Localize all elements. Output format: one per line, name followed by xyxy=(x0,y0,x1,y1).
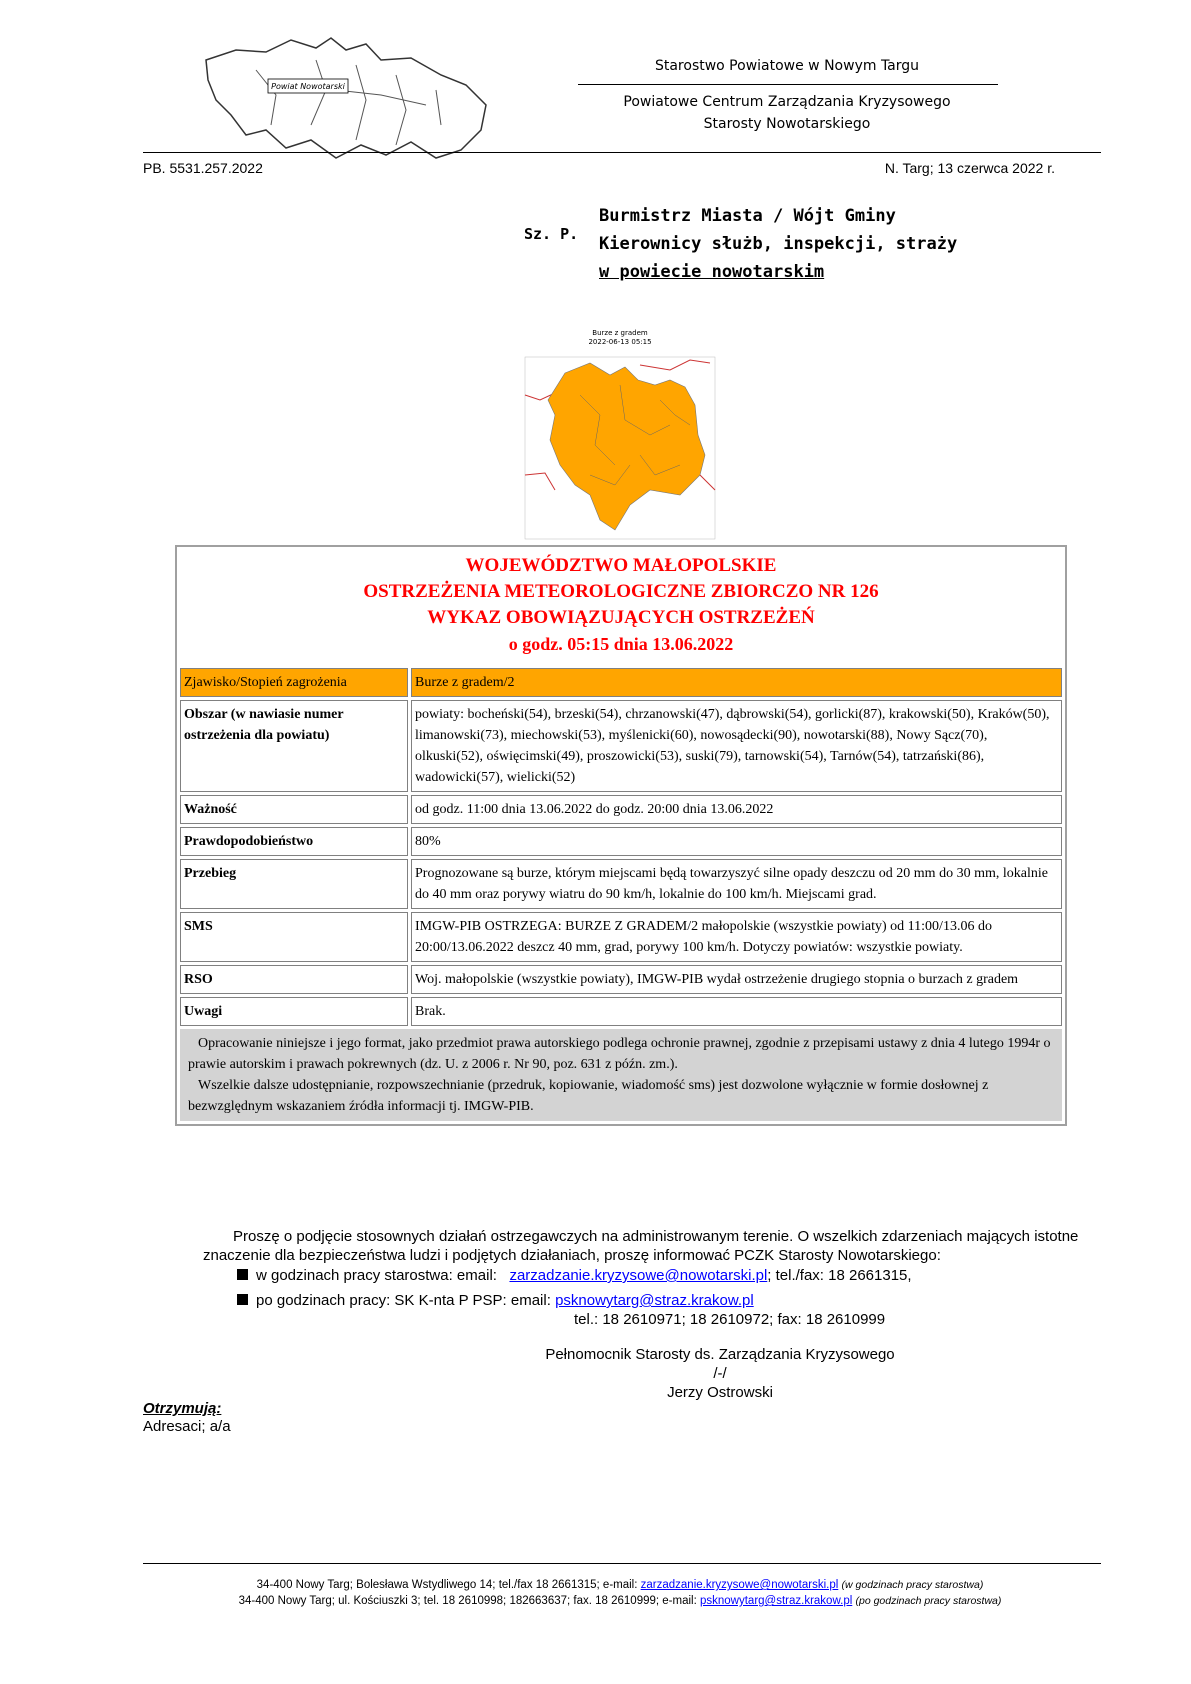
row-value: od godz. 11:00 dnia 13.06.2022 do godz. 20:00 dnia 13.06.2022 xyxy=(411,795,1062,824)
bullet2-prefix: po godzinach pracy: SK K-nta P PSP: email: xyxy=(256,1292,551,1309)
table-row xyxy=(180,795,1062,824)
signature-mark: /-/ xyxy=(713,1365,727,1382)
footer-divider xyxy=(143,1563,1101,1564)
addressee-line1: Burmistrz Miasta / Wójt Gminy xyxy=(599,206,896,226)
document-reference: PB. 5531.257.2022 xyxy=(143,160,263,176)
instruction-text: Proszę o podjęcie stosownych działań ostrzegawczych na administrowanym terenie. O wszelkich zdarzeniach mających istotne znaczenie dla bezpieczeństwa ludzi i podjętych działaniach, proszę informować PCZK Starosty Nowotarskiego: xyxy=(203,1228,1079,1264)
row-value: Brak. xyxy=(411,997,1062,1026)
footer1-text: 34-400 Nowy Targ; Bolesława Wstydliwego 14; tel./fax 18 2661315; e-mail: xyxy=(256,1579,638,1591)
afterhours-phones: tel.: 18 2610971; 18 2610972; fax: 18 2610999 xyxy=(574,1311,886,1328)
contact-bullet-office xyxy=(237,1267,912,1284)
org-unit-line2: Starosty Nowotarskiego xyxy=(703,116,871,132)
row-value: Prognozowane są burze, którym miejscami będą towarzyszyć silne opady deszczu od 20 mm do 30 mm, lokalnie do 40 mm oraz porywy wiatru do 90 km/h, lokalnie do 100 km/h. Miejscami grad. xyxy=(411,859,1062,909)
contact-bullet-afterhours xyxy=(237,1292,754,1309)
table-row xyxy=(180,859,1062,909)
document-date: N. Targ; 13 czerwca 2022 r. xyxy=(884,160,1055,176)
copyright-line1: Opracowanie niniejsze i jego format, jako przedmiot prawa autorskiego podlega ochronie prawnej, zgodnie z przepisami ustawy z dnia 4 lutego 1994r o prawie autorskim i prawach pokrewnych (dz. U. z 2006 r. Nr 90, poz. 631 z późn. zm.). xyxy=(188,1036,1051,1072)
logo-label: Powiat Nowotarski xyxy=(271,82,345,91)
copyright-line2: Wszelkie dalsze udostępnianie, rozpowszechnianie (przedruk, kopiowanie, wiadomość sms) jest dozwolone wyłącznie w formie dosłownej z bezwzględnym wskazaniem źródła informacji tj. IMGW-PIB. xyxy=(188,1078,989,1114)
row-key: Uwagi xyxy=(180,997,408,1026)
org-unit xyxy=(577,91,997,135)
row-value: Woj. małopolskie (wszystkie powiaty), IMGW-PIB wydał ostrzeżenie drugiego stopnia o burzach z gradem xyxy=(411,965,1062,994)
row-key: Ważność xyxy=(180,795,408,824)
row-key: RSO xyxy=(180,965,408,994)
table-row xyxy=(180,668,1062,697)
table-row xyxy=(180,700,1062,792)
row-value: Burze z gradem/2 xyxy=(411,668,1062,697)
recipients-title: Otrzymują: xyxy=(143,1400,222,1417)
warning-time: o godz. 05:15 dnia 13.06.2022 xyxy=(508,634,734,654)
warning-header xyxy=(177,547,1065,665)
footer1-email-link[interactable]: zarzadzanie.kryzysowe@nowotarski.pl xyxy=(640,1579,839,1591)
row-key: Przebieg xyxy=(180,859,408,909)
instruction-paragraph xyxy=(203,1227,1083,1265)
warning-region: WOJEWÓDZTWO MAŁOPOLSKIE xyxy=(465,555,777,576)
footer2-email-link[interactable]: psknowytarg@straz.krakow.pl xyxy=(699,1595,853,1607)
addressee-block xyxy=(599,202,957,286)
bullet-square-icon xyxy=(237,1294,248,1305)
salutation: Sz. P. xyxy=(524,225,579,243)
signature-role: Pełnomocnik Starosty ds. Zarządzania Kryzysowego xyxy=(545,1346,895,1363)
bullet-square-icon xyxy=(237,1269,248,1280)
signature-name: Jerzy Ostrowski xyxy=(667,1384,773,1401)
warning-map xyxy=(520,325,720,543)
recipients-value: Adresaci; a/a xyxy=(143,1418,231,1435)
office-email-link[interactable]: zarzadzanie.kryzysowe@nowotarski.pl xyxy=(509,1267,768,1284)
footer1-note: (w godzinach pracy starostwa) xyxy=(841,1579,984,1591)
row-key: Zjawisko/Stopień zagrożenia xyxy=(180,668,408,697)
warning-panel xyxy=(175,545,1067,1126)
map-timestamp: 2022-06-13 05:15 xyxy=(588,338,652,346)
header-divider xyxy=(578,84,998,85)
org-name: Starostwo Powiatowe w Nowym Targu xyxy=(654,58,920,74)
footer-line2 xyxy=(100,1593,1140,1609)
afterhours-email-link[interactable]: psknowytarg@straz.krakow.pl xyxy=(555,1292,754,1309)
table-row xyxy=(180,965,1062,994)
row-key: Prawdopodobieństwo xyxy=(180,827,408,856)
row-key: Obszar (w nawiasie numer ostrzeżenia dla powiatu) xyxy=(180,700,408,792)
table-row xyxy=(180,997,1062,1026)
footer2-note: (po godzinach pracy starostwa) xyxy=(855,1595,1002,1607)
warning-number: OSTRZEŻENIA METEOROLOGICZNE ZBIORCZO NR 126 xyxy=(363,581,879,602)
org-unit-line1: Powiatowe Centrum Zarządzania Kryzysowego xyxy=(623,94,951,110)
addressee-line2: Kierownicy służb, inspekcji, straży xyxy=(599,234,958,254)
row-value: powiaty: bocheński(54), brzeski(54), chrzanowski(47), dąbrowski(54), gorlicki(87), krakowski(50), Kraków(50), limanowski(73), miechowski(53), myślenicki(60), nowosądecki(90), nowotarski(88), Nowy Sącz(70), olkuski(52), oświęcimski(49), proszowicki(53), suski(79), tarnowski(54), Tarnów(54), tatrzański(86), wadowicki(57), wielicki(52) xyxy=(411,700,1062,792)
bullet1-prefix: w godzinach pracy starostwa: email: xyxy=(256,1267,497,1284)
warning-list-title: WYKAZ OBOWIĄZUJĄCYCH OSTRZEŻEŃ xyxy=(427,607,815,628)
row-key: SMS xyxy=(180,912,408,962)
row-value: IMGW-PIB OSTRZEGA: BURZE Z GRADEM/2 małopolskie (wszystkie powiaty) od 11:00/13.06 do 20:00/13.06.2022 deszcz 40 mm, grad, porywy 100 km/h. Dotyczy powiatów: wszystkie powiaty. xyxy=(411,912,1062,962)
page-divider xyxy=(143,152,1101,153)
footer-line1 xyxy=(100,1577,1140,1593)
signature-block xyxy=(520,1345,920,1402)
table-row xyxy=(180,912,1062,962)
warning-table xyxy=(177,665,1065,1029)
table-row xyxy=(180,827,1062,856)
row-value: 80% xyxy=(411,827,1062,856)
bullet1-suffix: ; tel./fax: 18 2661315, xyxy=(767,1267,912,1284)
footer2-text: 34-400 Nowy Targ; ul. Kościuszki 3; tel. 18 2610998; 182663637; fax. 18 2610999; e-mail: xyxy=(238,1595,697,1607)
copyright-note xyxy=(180,1029,1062,1121)
addressee-line3: w powiecie nowotarskim xyxy=(599,262,825,282)
map-title: Burze z gradem xyxy=(592,329,648,337)
county-map-logo xyxy=(196,30,496,165)
